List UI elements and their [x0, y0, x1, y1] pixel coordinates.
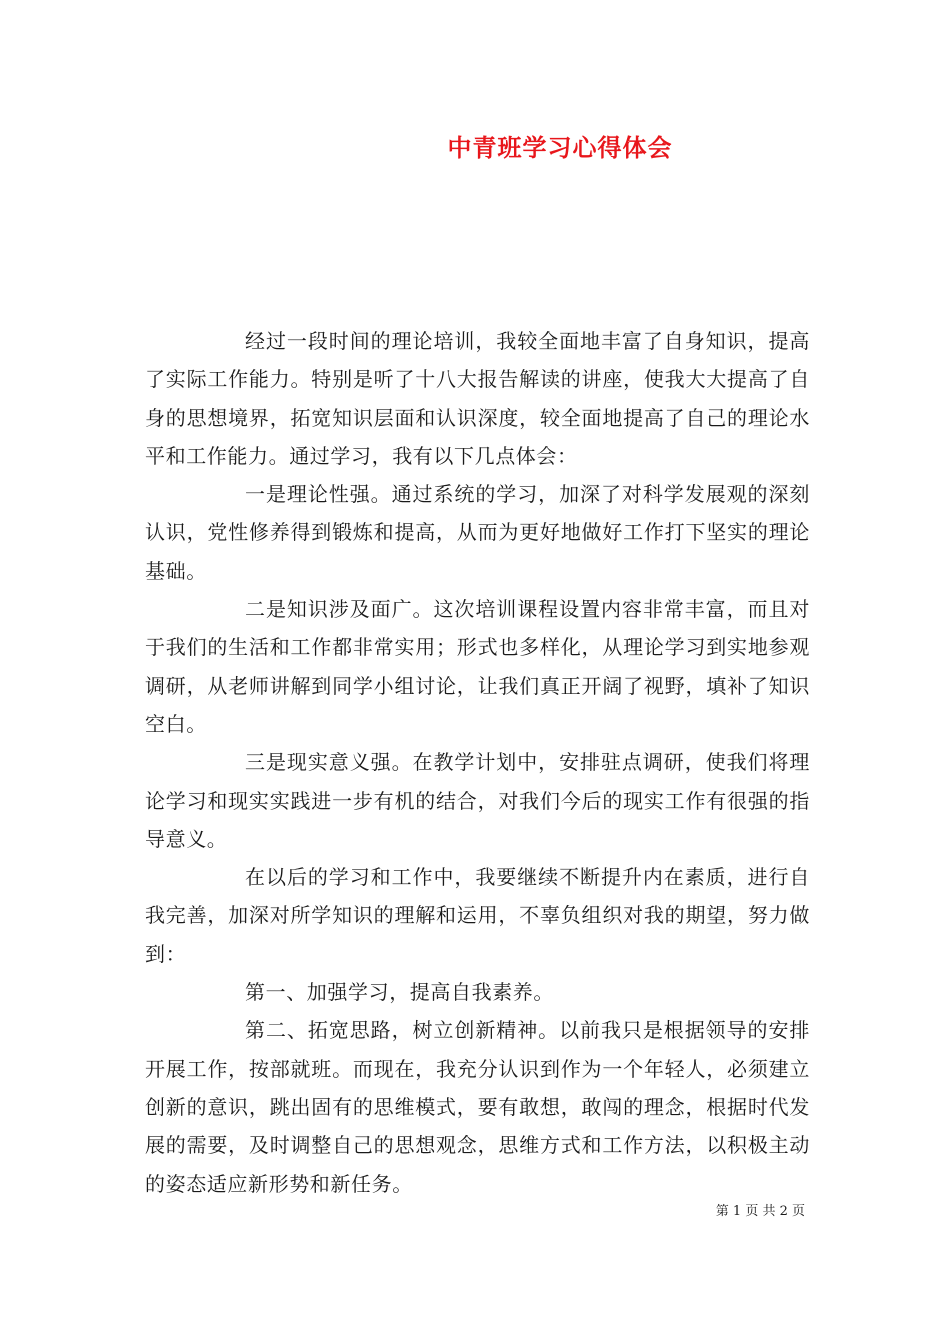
paragraph-first-goal: 第一、加强学习，提高自我素养。 — [245, 980, 554, 1005]
page-number-footer: 第 1 页 共 2 页 — [715, 1204, 805, 1219]
paragraph-point-two: 二是知识涉及面广。这次培训课程设置内容非常丰富，而且对于我们的生活和工作都非常实用；形式也多样化，从理论学习到实地参观调研，从老师讲解到同学小组讨论，让我们真正开阔了视野，填补了知识空白。 — [145, 597, 810, 736]
paragraph-point-one: 一是理论性强。通过系统的学习，加深了对科学发展观的深刻认识，党性修养得到锻炼和提高，从而为更好地做好工作打下坚实的理论基础。 — [145, 482, 810, 583]
document-body — [145, 322, 810, 1203]
paragraph-point-three: 三是现实意义强。在教学计划中，安排驻点调研，使我们将理论学习和现实实践进一步有机的结合，对我们今后的现实工作有很强的指导意义。 — [145, 750, 810, 851]
paragraph-intro: 经过一段时间的理论培训，我较全面地丰富了自身知识，提高了实际工作能力。特别是听了十八大报告解读的讲座，使我大大提高了自身的思想境界，拓宽知识层面和认识深度，较全面地提高了自己的理论水平和工作能力。通过学习，我有以下几点体会： — [145, 329, 810, 468]
paragraph-second-goal: 第二、拓宽思路，树立创新精神。以前我只是根据领导的安排开展工作，按部就班。而现在，我充分认识到作为一个年轻人，必须建立创新的意识，跳出固有的思维模式，要有敢想，敢闯的理念，根据时代发展的需要，及时调整自己的思想观念，思维方式和工作方法，以积极主动的姿态适应新形势和新任务。 — [145, 1018, 810, 1196]
document-title: 中青班学习心得体会 — [447, 133, 673, 162]
paragraph-future: 在以后的学习和工作中，我要继续不断提升内在素质，进行自我完善，加深对所学知识的理解和运用，不辜负组织对我的期望，努力做到： — [145, 865, 810, 966]
